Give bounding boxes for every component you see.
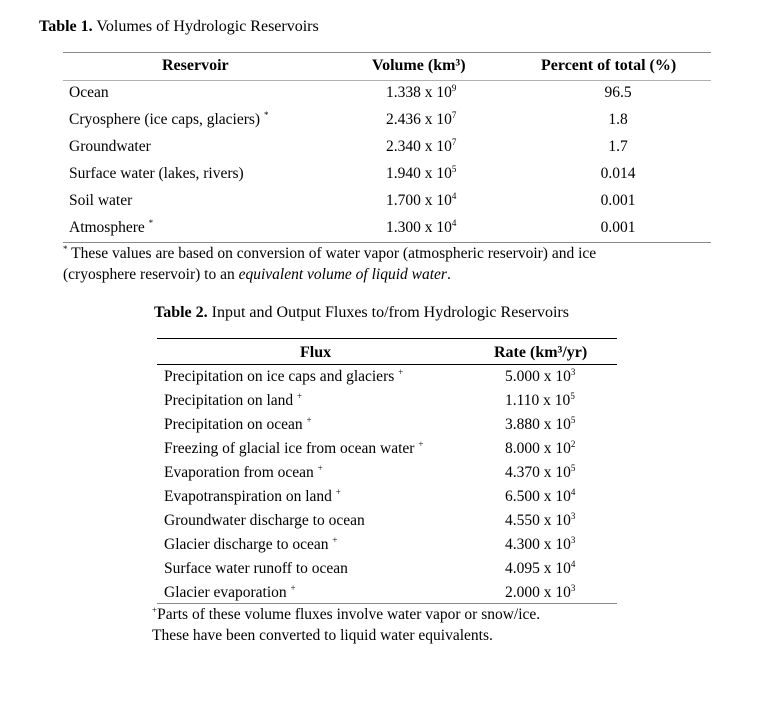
volume-exponent: 4 [451,217,457,228]
rate-mantissa: 8.000 x 10 [505,440,571,457]
table1-top-rule [63,52,711,53]
footnote-marker: + [335,486,341,497]
table2-row-flux [164,439,423,459]
table1-row-percent: 0.014 [600,165,636,182]
table1-footnote-line2 [63,264,451,285]
flux-name: Precipitation on ice caps and glaciers [164,368,395,385]
table1-footnote-text2a: (cryosphere reservoir) to an [63,266,239,283]
volume-exponent: 9 [451,82,457,93]
reservoir-name: Soil water [69,192,133,209]
rate-mantissa: 4.300 x 10 [505,536,571,553]
table2-row-flux [164,511,365,531]
table1-row-percent: 1.8 [608,111,628,128]
table1-row-reservoir [69,218,153,238]
table2-row-rate [505,559,575,579]
reservoir-name: Groundwater [69,138,151,155]
volume-mantissa: 1.338 x 10 [386,84,452,101]
footnote-marker: + [306,414,312,425]
flux-name: Groundwater discharge to ocean [164,512,365,529]
table2-title: Input and Output Fluxes to/from Hydrologic Reservoirs [211,304,569,321]
table2-header-rate: Rate (km³/yr) [494,344,588,361]
flux-name: Glacier discharge to ocean [164,536,329,553]
table2-row-flux [164,415,312,435]
table2-header-rule [157,364,617,365]
table1-row-reservoir [69,110,268,130]
flux-name: Surface water runoff to ocean [164,560,348,577]
table1-footnote-line1 [63,243,596,264]
volume-mantissa: 2.340 x 10 [386,138,452,155]
rate-exponent: 3 [570,366,576,377]
table2-row-flux [164,367,403,387]
table1-footnote-text1: These values are based on conversion of water vapor (atmospheric reservoir) and ice [71,245,597,262]
table1-label: Table 1. [39,18,93,35]
table2-row-flux [164,535,338,555]
volume-exponent: 7 [451,109,457,120]
table2-footnote-marker: + [152,604,158,615]
rate-exponent: 5 [570,390,575,401]
table1-caption [39,18,319,36]
flux-name: Evapotranspiration on land [164,488,332,505]
table2-row-rate [505,487,575,507]
footnote-marker: + [317,462,323,473]
table1-header-reservoir: Reservoir [162,57,229,74]
flux-name: Freezing of glacial ice from ocean water [164,440,415,457]
table2-footnote-line1 [152,604,540,625]
volume-mantissa: 2.436 x 10 [386,111,452,128]
rate-exponent: 5 [570,414,576,425]
table1-footnote-marker: * [63,243,68,254]
table2-row-rate [505,583,575,603]
rate-mantissa: 3.880 x 10 [505,416,571,433]
rate-mantissa: 5.000 x 10 [505,368,571,385]
table1-header-percent: Percent of total (%) [541,57,677,74]
volume-exponent: 4 [451,190,457,201]
reservoir-name: Cryosphere (ice caps, glaciers) [69,111,261,128]
rate-exponent: 4 [570,558,576,569]
table2-header-flux: Flux [300,344,332,361]
table1-row-volume [386,83,456,103]
volume-mantissa: 1.300 x 10 [386,219,452,236]
rate-mantissa: 1.110 x 10 [505,392,571,409]
flux-name: Precipitation on ocean [164,416,303,433]
flux-name: Evaporation from ocean [164,464,314,481]
table1-header-volume: Volume (km³) [372,57,466,74]
table1-row-reservoir [69,137,151,157]
table1-row-reservoir [69,164,244,184]
table2-row-flux [164,583,296,603]
footnote-marker: + [297,390,303,401]
table2-row-rate [505,463,575,483]
table1-row-volume [386,191,456,211]
rate-exponent: 3 [570,582,576,593]
table1-row-percent: 96.5 [604,84,632,101]
rate-mantissa: 4.550 x 10 [505,512,571,529]
table2-row-flux [164,463,323,483]
table1-title: Volumes of Hydrologic Reservoirs [96,18,319,35]
rate-exponent: 2 [570,438,576,449]
footnote-marker: + [398,366,404,377]
flux-name: Glacier evaporation [164,584,287,601]
table2-row-flux [164,391,302,411]
table2-row-rate [505,391,575,411]
table1-row-volume [386,137,456,157]
rate-exponent: 3 [570,534,576,545]
rate-exponent: 3 [570,510,576,521]
footnote-marker: * [263,109,269,120]
volume-mantissa: 1.700 x 10 [386,192,452,209]
volume-exponent: 5 [451,163,457,174]
rate-mantissa: 2.000 x 10 [505,584,571,601]
table1-row-reservoir [69,191,132,211]
table1-row-volume [386,110,456,130]
table2-caption [154,304,569,322]
table1-row-percent: 1.7 [608,138,628,155]
table2-row-rate [505,535,575,555]
table1-row-volume [386,218,456,238]
rate-mantissa: 6.500 x 10 [505,488,571,505]
table2-footnote-text1: Parts of these volume fluxes involve water vapor or snow/ice. [157,606,541,623]
rate-exponent: 4 [570,486,576,497]
table2-top-rule [157,338,617,339]
flux-name: Precipitation on land [164,392,294,409]
table1-footnote-text2b: . [446,266,451,283]
rate-mantissa: 4.095 x 10 [505,560,571,577]
table2-row-flux [164,559,348,579]
table2-row-rate [505,415,575,435]
table2-row-flux [164,487,341,507]
table1-row-volume [386,164,456,184]
table2-label: Table 2. [154,304,208,321]
rate-mantissa: 4.370 x 10 [505,464,571,481]
table2-row-rate [505,511,575,531]
reservoir-name: Surface water (lakes, rivers) [69,165,244,182]
volume-exponent: 7 [451,136,457,147]
rate-exponent: 5 [570,462,576,473]
table1-footnote-italic: equivalent volume of liquid water [238,266,447,283]
table1-header-rule [63,80,711,81]
footnote-marker: + [290,582,296,593]
footnote-marker: + [418,438,424,449]
volume-mantissa: 1.940 x 10 [386,165,452,182]
footnote-marker: + [332,534,338,545]
table2-row-rate [505,439,575,459]
table1-row-reservoir [69,83,109,103]
table2-footnote-line2: These have been converted to liquid water equivalents. [152,627,493,644]
table1-row-percent: 0.001 [600,219,636,236]
footnote-marker: * [148,217,154,228]
reservoir-name: Atmosphere [69,219,145,236]
reservoir-name: Ocean [69,84,109,101]
table1-row-percent: 0.001 [600,192,636,209]
table2-row-rate [505,367,575,387]
